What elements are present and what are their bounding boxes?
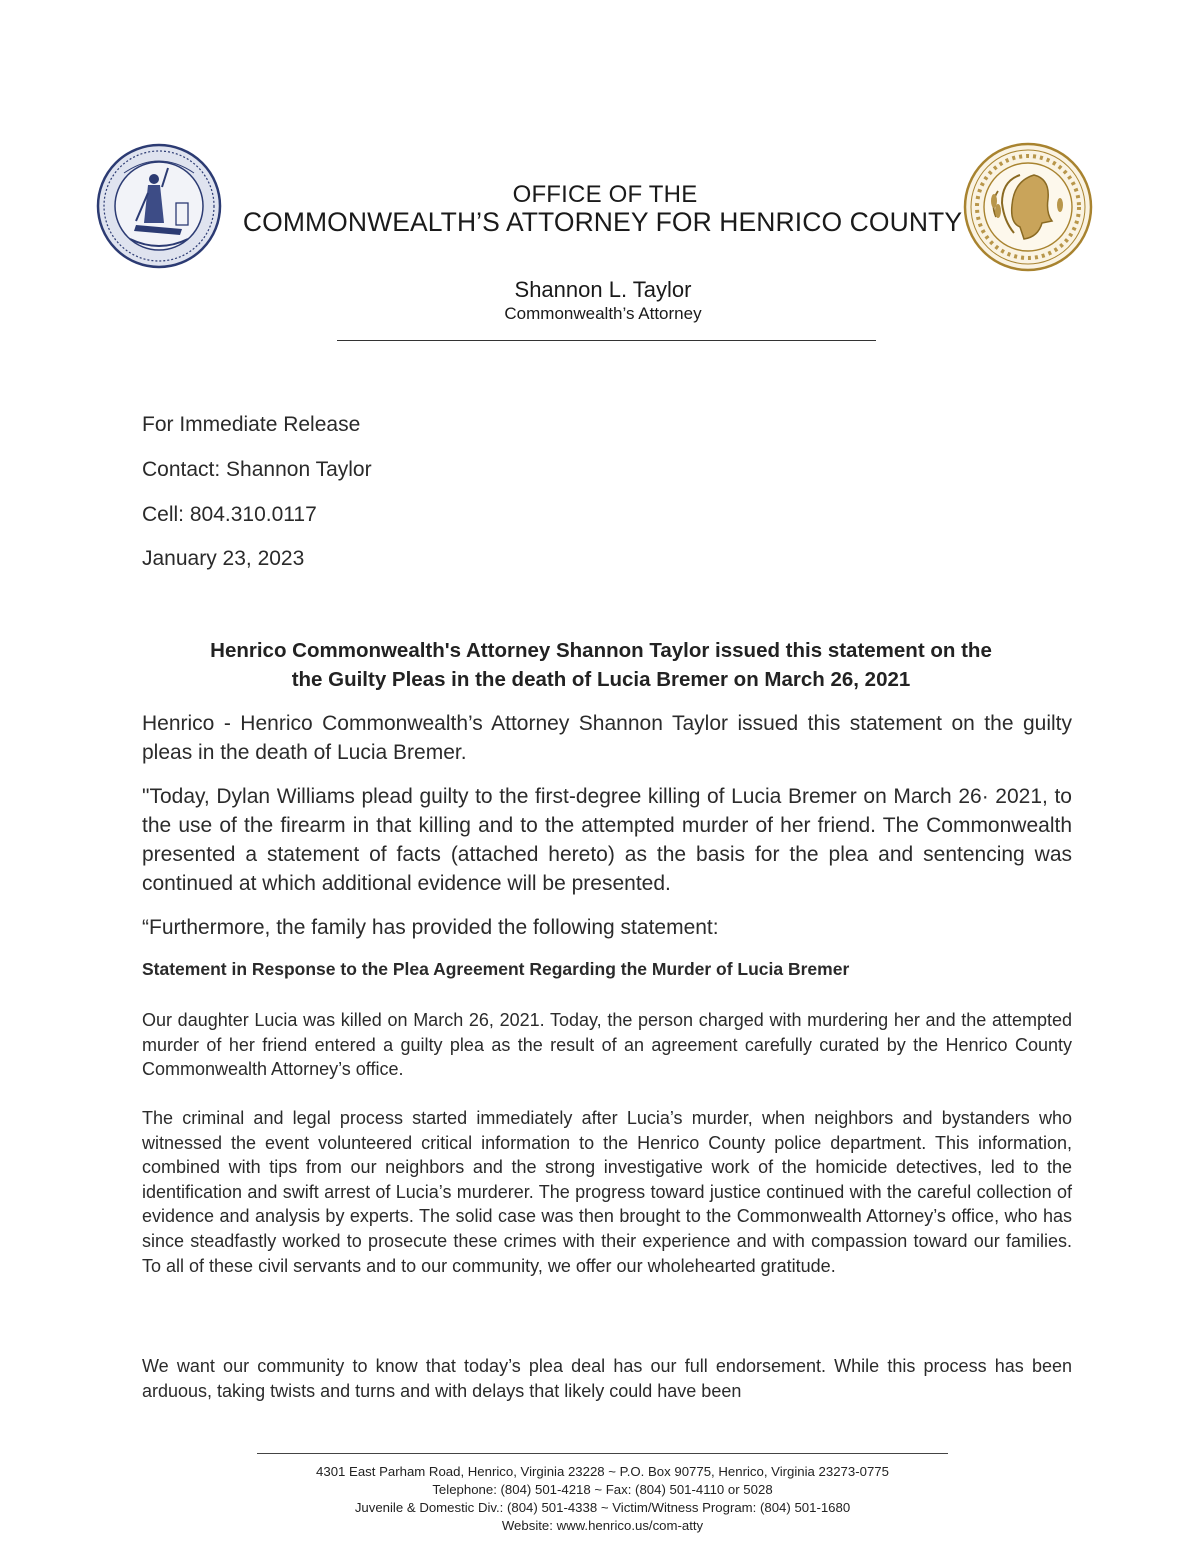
contact-cell: Cell: 804.310.0117 <box>142 503 317 526</box>
footer-divider <box>257 1453 948 1454</box>
attorney-name: Shannon L. Taylor <box>514 277 692 302</box>
henrico-county-seal-logo <box>962 141 1094 273</box>
family-statement-paragraph-2: The criminal and legal process started immediately after Lucia’s murder, when neighbors and bystanders who witnessed the event volunteered critical information to the Henrico County police department. This information, combined with tips from our neighbors and the strong investigative work of the homicide detectives, led to the identification and swift arrest of Lucia’s murderer. The progress toward justice continued with the careful collection of evidence and analysis by experts. The solid case was then brought to the Commonwealth Attorney’s office, who has since steadfastly worked to prosecute these crimes with their experience and with compassion toward our families. To all of these civil servants and to our community, we offer our wholehearted gratitude. <box>142 1108 1072 1276</box>
attorney-title: Commonwealth’s Attorney <box>504 304 702 323</box>
header-divider <box>337 340 876 341</box>
family-intro-paragraph: “Furthermore, the family has provided the following statement: <box>142 916 719 939</box>
footer-divisions: Juvenile & Domestic Div.: (804) 501-4338 ~ Victim/Witness Program: (804) 501-1680 <box>354 1500 851 1515</box>
release-type: For Immediate Release <box>142 413 361 436</box>
quote-paragraph: "Today, Dylan Williams plead guilty to the first-degree killing of Lucia Bremer on March 26· 2021, to the use of the firearm in that killing and to the attempted murder of her friend. The Commonwealth presented a statement of facts (attached hereto) as the basis for the plea and sentencing was continued at which additional evidence will be presented. <box>142 785 1072 895</box>
press-release-headline <box>130 636 1072 694</box>
office-heading-line1: OFFICE OF THE <box>512 181 698 208</box>
intro-paragraph: Henrico - Henrico Commonwealth’s Attorney Shannon Taylor issued this statement on the guilty pleas in the death of Lucia Bremer. <box>142 712 1072 764</box>
footer-phones: Telephone: (804) 501-4218 ~ Fax: (804) 501-4110 or 5028 <box>432 1482 773 1497</box>
release-date: January 23, 2023 <box>142 547 305 570</box>
headline-line1: Henrico Commonwealth's Attorney Shannon Taylor issued this statement on the <box>210 639 992 662</box>
office-heading-line2: COMMONWEALTH’S ATTORNEY FOR HENRICO COUNTY <box>242 207 963 237</box>
footer-website: Website: www.henrico.us/com-atty <box>501 1518 704 1533</box>
statement-heading: Statement in Response to the Plea Agreement Regarding the Murder of Lucia Bremer <box>142 959 850 979</box>
virginia-seal-logo <box>96 143 222 269</box>
footer-address: 4301 East Parham Road, Henrico, Virginia 23228 ~ P.O. Box 90775, Henrico, Virginia 23273-0775 <box>316 1464 889 1479</box>
headline-line2: the Guilty Pleas in the death of Lucia Bremer on March 26, 2021 <box>291 668 911 691</box>
contact-name: Contact: Shannon Taylor <box>142 458 372 481</box>
family-statement-paragraph-1: Our daughter Lucia was killed on March 26, 2021. Today, the person charged with murdering her and the attempted murder of her friend entered a guilty plea as the result of an agreement carefully curated by the Henrico County Commonwealth Attorney’s office. <box>142 1010 1072 1080</box>
family-statement-paragraph-3: We want our community to know that today’s plea deal has our full endorsement. While this process has been arduous, taking twists and turns and with delays that likely could have been <box>142 1356 1072 1401</box>
